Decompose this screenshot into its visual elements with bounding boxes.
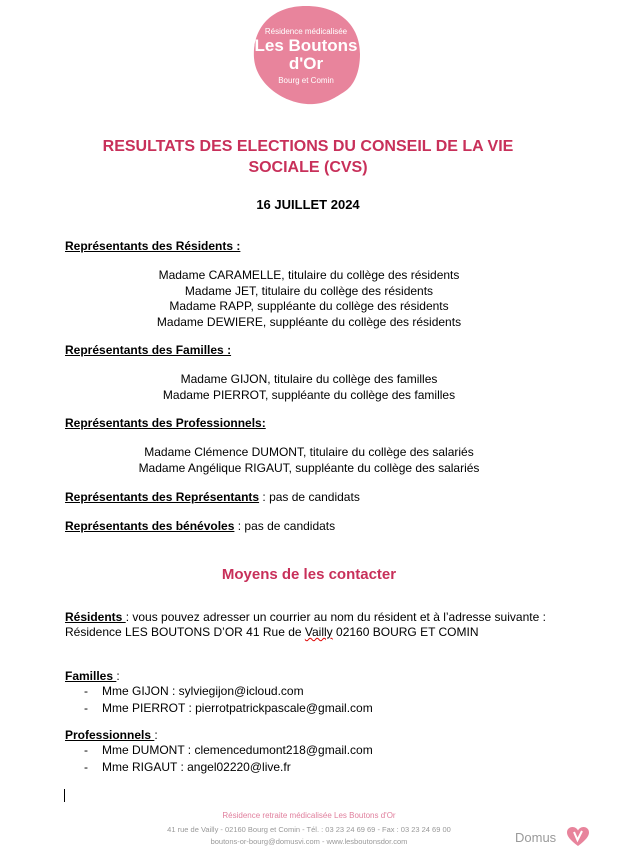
list-dash: -	[84, 743, 88, 757]
section-heading-professionnels: Représentants des Professionnels:	[65, 416, 266, 430]
contact-professionnels-heading	[65, 728, 555, 743]
professionnel-representative: Madame Clémence DUMONT, titulaire du collège des salariés	[144, 445, 474, 459]
residents-list	[0, 268, 618, 330]
domusvi-brand-text: Domus	[515, 830, 557, 845]
benevoles-status: : pas de candidats	[234, 519, 336, 533]
section-heading-familles: Représentants des Familles :	[65, 343, 232, 357]
document-date: 16 JUILLET 2024	[256, 197, 360, 212]
logo-name-line2: d'Or	[288, 54, 324, 73]
contact-familles-label: Familles	[65, 669, 117, 683]
resident-representative: Madame RAPP, suppléante du collège des résidents	[169, 299, 449, 313]
contact-familles-entry: Mme PIERROT : pierrotpatrickpascale@gmail.com	[102, 701, 373, 715]
professionnels-list	[0, 445, 618, 476]
resident-representative: Madame CARAMELLE, titulaire du collège des résidents	[158, 268, 460, 282]
logo-location: Bourg et Comin	[278, 76, 334, 85]
section-heading-representants: Représentants des Représentants	[65, 490, 260, 504]
resident-representative: Madame JET, titulaire du collège des résidents	[184, 283, 434, 298]
list-item	[84, 700, 373, 717]
contact-residents-text: : vous pouvez adresser un courrier au nom du résident et à l’adresse suivante : Résidence LES BOUTONS D’OR 41 Rue de	[65, 610, 546, 639]
section-heading-benevoles: Représentants des bénévoles	[65, 519, 235, 533]
contact-professionnels-colon: :	[154, 728, 158, 742]
contact-professionnels-label: Professionnels	[65, 728, 155, 742]
section-benevoles	[65, 519, 335, 533]
domusvi-logo	[515, 830, 595, 852]
professionnel-representative: Madame Angélique RIGAUT, suppléante du collège des salariés	[138, 460, 480, 475]
contact-professionnels-entry: Mme DUMONT : clemencedumont218@gmail.com	[102, 743, 373, 757]
contact-residents-street: Vailly	[304, 625, 333, 639]
section-heading-residents: Représentants des Résidents :	[65, 239, 241, 253]
familles-list	[0, 372, 618, 403]
contact-familles-heading	[65, 669, 555, 684]
text-cursor	[64, 789, 65, 802]
footer-address: 41 rue de Vailly - 02160 Bourg et Comin - Tél. : 03 23 24 69 69 - Fax : 03 23 24 69 00	[167, 825, 451, 834]
domusvi-heart-icon	[566, 826, 590, 848]
contact-residents-city: 02160 BOURG ET COMIN	[332, 625, 479, 639]
list-item	[84, 683, 373, 700]
document-title-line1: RESULTATS DES ELECTIONS DU CONSEIL DE LA VIE	[102, 138, 514, 155]
contact-professionnels-entry: Mme RIGAUT : angel02220@live.fr	[102, 760, 291, 774]
resident-representative: Madame DEWIERE, suppléante du collège des résidents	[156, 314, 462, 329]
contact-residents-label: Résidents	[65, 610, 126, 624]
document-title-line2: SOCIALE (CVS)	[248, 159, 368, 176]
contact-familles-list	[84, 683, 373, 717]
famille-representative: Madame PIERROT, suppléante du collège des familles	[162, 387, 456, 402]
footer-contact: boutons-or-bourg@domusvi.com - www.lesboutonsdor.com	[210, 837, 408, 846]
contact-residents-paragraph	[65, 610, 555, 640]
list-dash: -	[84, 701, 88, 715]
footer-residence-name: Résidence retraite médicalisée Les Boutons d'Or	[222, 811, 396, 820]
section-representants	[65, 490, 360, 504]
list-item	[84, 759, 373, 776]
representants-status: : pas de candidats	[259, 490, 360, 504]
list-dash: -	[84, 684, 88, 698]
contact-section-title: Moyens de les contacter	[221, 566, 397, 583]
contact-familles-entry: Mme GIJON : sylviegijon@icloud.com	[102, 684, 304, 698]
contact-familles-colon: :	[116, 669, 120, 683]
logo-name-line1: Les Boutons	[254, 36, 358, 55]
logo-subtitle: Résidence médicalisée	[264, 27, 348, 36]
list-dash: -	[84, 760, 88, 774]
contact-professionnels-list	[84, 742, 373, 776]
residence-logo	[248, 2, 364, 108]
famille-representative: Madame GIJON, titulaire du collège des familles	[180, 372, 438, 386]
list-item	[84, 742, 373, 759]
